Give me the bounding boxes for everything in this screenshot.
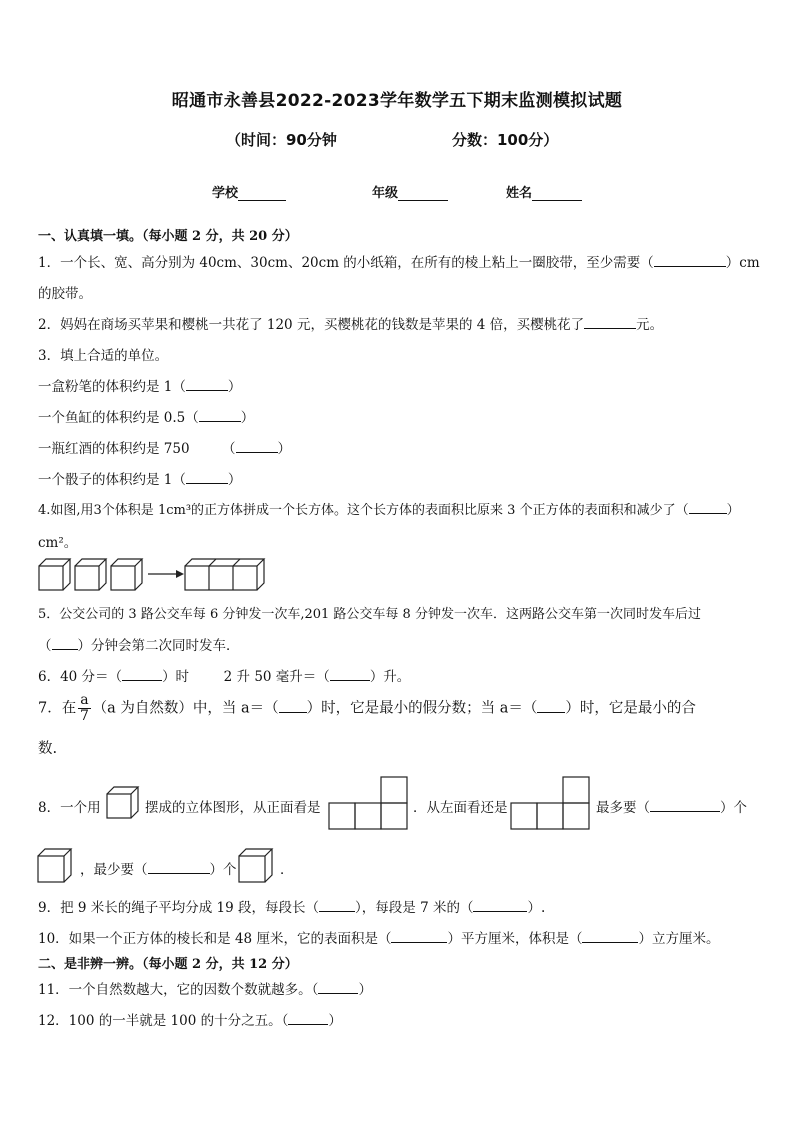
small-cube-icon	[106, 786, 140, 820]
name-label: 姓名	[506, 186, 533, 201]
answer-blank[interactable]	[473, 899, 527, 912]
question-7: 7．在 $\frac{a}{7}$ （a 为自然数）中，当 a＝（ ）时，它是最小的假分数；当 a＝（ ）时，它是最小的合	[38, 692, 696, 724]
small-cube-icon	[37, 848, 71, 884]
small-cube-icon	[238, 848, 272, 884]
front-view-icon	[328, 776, 410, 831]
school-blank[interactable]	[238, 187, 286, 201]
question-10: 10．如果一个正方体的棱长和是 48 厘米，它的表面积是（ ）平方厘米，体积是（ ）立方厘米。	[38, 931, 720, 947]
question-8-mid2: ．从左面看还是	[413, 800, 508, 816]
name-blank[interactable]	[532, 187, 582, 201]
question-7-line2: 数.	[38, 741, 58, 757]
answer-blank[interactable]	[689, 501, 727, 514]
section-1-heading: 一、认真填一填。（每小题 2 分，共 20 分）	[38, 229, 298, 244]
cuboid-icon	[185, 559, 264, 590]
grade-label: 年级	[372, 186, 399, 201]
question-5-line2: （ ）分钟会第二次同时发车．	[38, 638, 240, 654]
left-view-icon	[510, 776, 592, 831]
answer-blank[interactable]	[186, 471, 228, 484]
fraction: $\frac{a}{7}$	[79, 692, 89, 724]
answer-blank[interactable]	[584, 316, 636, 329]
answer-blank[interactable]	[52, 637, 78, 650]
question-3c-blank: （ ）	[222, 441, 291, 457]
question-3: 3．填上合适的单位。	[38, 348, 169, 364]
answer-blank[interactable]	[391, 930, 447, 943]
cubes-figure	[38, 558, 278, 594]
answer-blank[interactable]	[122, 668, 162, 681]
question-4-line2: cm²。	[38, 535, 78, 551]
question-8-end: ．	[280, 862, 294, 878]
answer-blank[interactable]	[186, 378, 228, 391]
answer-blank[interactable]	[318, 981, 358, 994]
question-4: 4.如图,用3个体积是 1cm³的正方体拼成一个长方体。这个长方体的表面积比原来 3 个正方体的表面积和减少了（ ）	[38, 503, 740, 518]
cube-icon	[75, 559, 106, 590]
answer-blank[interactable]	[654, 254, 726, 267]
arrow-right-icon	[148, 570, 184, 578]
answer-blank[interactable]	[279, 700, 307, 713]
question-1-line2: 的胶带。	[38, 286, 92, 302]
question-3a: 一盒粉笔的体积约是 1（ ）	[38, 379, 242, 395]
question-6: 6．40 分＝（ ）时 2 升 50 毫升＝（ ）升。	[38, 669, 411, 685]
question-12: 12．100 的一半就是 100 的十分之五。（ ）	[38, 1013, 342, 1029]
answer-blank[interactable]	[537, 700, 565, 713]
grade-field[interactable]	[372, 182, 448, 201]
exam-time: （时间：90分钟	[226, 131, 337, 149]
answer-blank[interactable]	[582, 930, 638, 943]
cube-icon	[39, 559, 70, 590]
school-field[interactable]	[212, 182, 286, 201]
question-11: 11．一个自然数越大，它的因数个数就越多。（ ）	[38, 982, 372, 998]
school-label: 学校	[212, 186, 239, 201]
question-8-pre: 8．一个用	[38, 800, 101, 816]
name-field[interactable]	[506, 182, 582, 201]
answer-blank[interactable]	[650, 799, 720, 812]
question-2: 2．妈妈在商场买苹果和樱桃一共花了 120 元，买樱桃花的钱数是苹果的 4 倍，买樱桃花了 元。	[38, 317, 664, 333]
answer-blank[interactable]	[330, 668, 370, 681]
question-8-line2: ，最少要（ ）个	[80, 862, 237, 878]
answer-blank[interactable]	[288, 1012, 328, 1025]
question-9: 9．把 9 米长的绳子平均分成 19 段，每段长（ ），每段是 7 米的（ ）.	[38, 900, 546, 916]
question-3c: 一瓶红酒的体积约是 750	[38, 441, 190, 457]
answer-blank[interactable]	[319, 899, 355, 912]
question-8-mid1: 摆成的立体图形，从正面看是	[145, 800, 321, 816]
answer-blank[interactable]	[148, 861, 210, 874]
answer-blank[interactable]	[236, 440, 278, 453]
answer-blank[interactable]	[199, 409, 241, 422]
exam-score: 分数：100分）	[452, 131, 559, 149]
page-title: 昭通市永善县2022-2023学年数学五下期末监测模拟试题	[171, 91, 623, 111]
question-8-mid3: 最多要（ ）个	[596, 800, 747, 816]
question-1: 1．一个长、宽、高分别为 40cm、30cm、20cm 的小纸箱，在所有的棱上粘上一圈胶带，至少需要（ ）cm	[38, 255, 760, 271]
question-3b: 一个鱼缸的体积约是 0.5（ ）	[38, 410, 255, 426]
question-3d: 一个骰子的体积约是 1（ ）	[38, 472, 242, 488]
section-2-heading: 二、是非辨一辨。（每小题 2 分，共 12 分）	[38, 957, 298, 972]
question-5: 5．公交公司的 3 路公交车每 6 分钟发一次车,201 路公交车每 8 分钟发一次车．这两路公交车第一次同时发车后过	[38, 607, 701, 622]
grade-blank[interactable]	[398, 187, 448, 201]
cube-icon	[111, 559, 142, 590]
